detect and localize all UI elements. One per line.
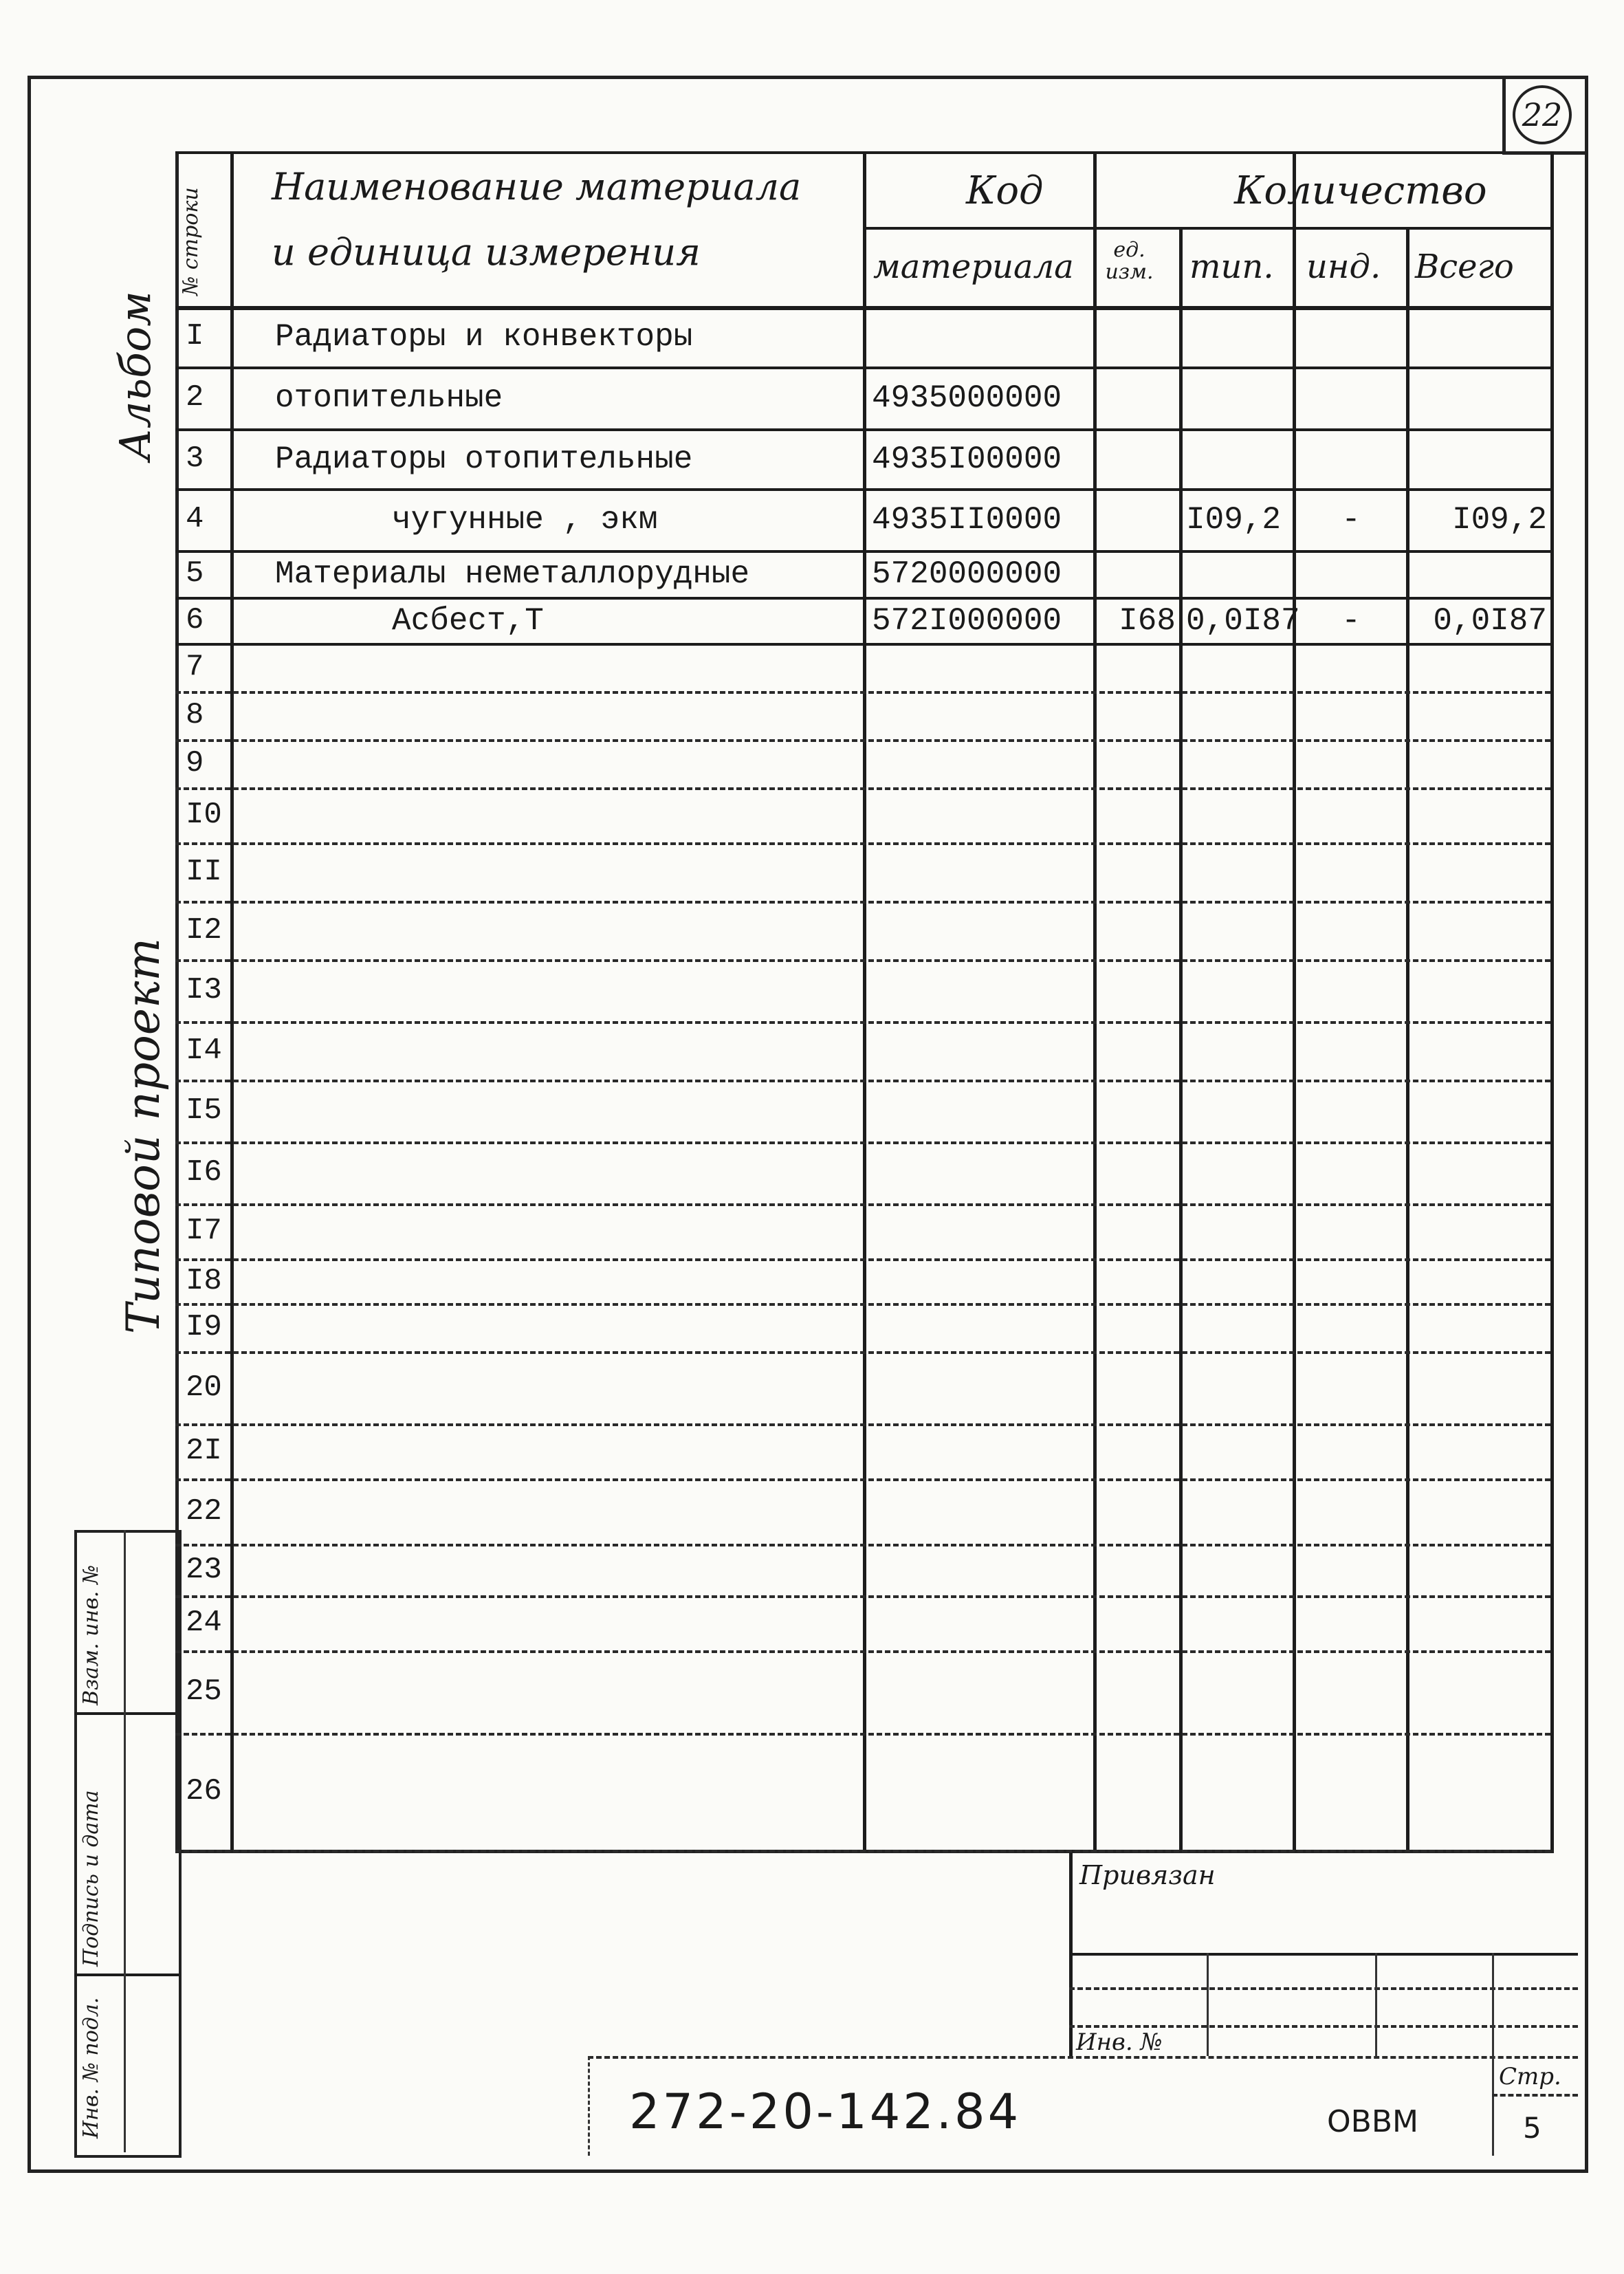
row-number: 2I	[186, 1434, 222, 1468]
row-number: 5	[186, 556, 204, 591]
material-code: 4935II0000	[872, 502, 1062, 538]
row-number: I7	[186, 1214, 222, 1248]
quantity-ind: -	[1341, 602, 1361, 639]
typical-project-caption: Типовой проект	[117, 938, 170, 1334]
sheet-mark-number: 22	[1522, 96, 1563, 133]
row-number: 8	[186, 698, 204, 732]
table-row-line	[175, 550, 1550, 553]
doc-number: 272-20-142.84	[629, 2084, 1022, 2140]
stamp-inv-label: Инв. №	[1076, 2029, 1163, 2056]
stamp-linked-col2	[1375, 1953, 1377, 2056]
stamp-linked-col1	[1207, 1953, 1209, 2056]
row-number: 4	[186, 502, 204, 536]
stamp-replacement-inv: Взам. инв. №	[79, 1564, 103, 1705]
table-row-line	[175, 1478, 1550, 1481]
header-unit-sub: ед. изм.	[1105, 238, 1154, 284]
material-name: чугунные , экм	[392, 502, 658, 538]
table-row-line	[175, 428, 1550, 431]
row-number: I0	[186, 798, 222, 832]
quantity-typ: 0,0I87	[1186, 602, 1300, 639]
table-row-line	[175, 1141, 1550, 1144]
quantity-typ: I09,2	[1186, 502, 1282, 538]
table-row-line	[175, 1021, 1550, 1024]
header-name-line2: и единица измерения	[272, 230, 701, 274]
stamp-sheet-divider	[1492, 2094, 1578, 2097]
stamp-signature-date: Подпись и дата	[79, 1790, 103, 1967]
material-code: 4935000000	[872, 380, 1062, 416]
table-row-line	[175, 842, 1550, 845]
quantity-total: I09,2	[1451, 502, 1547, 538]
row-number: 22	[186, 1494, 222, 1529]
row-number: 20	[186, 1370, 222, 1405]
doc-mark: ОВВМ	[1327, 2104, 1418, 2139]
header-code-sub: материала	[873, 248, 1074, 286]
table-row-line	[175, 1303, 1550, 1306]
material-name: отопительные	[275, 380, 503, 416]
stamp-sheet-left	[1492, 2056, 1494, 2156]
material-code: 4935I00000	[872, 441, 1062, 477]
material-name: Материалы неметаллорудные	[275, 556, 750, 592]
row-number: I9	[186, 1310, 222, 1344]
left-stamp-divider-2	[74, 1974, 179, 1976]
sheet-number: 5	[1523, 2111, 1541, 2145]
row-number: I8	[186, 1263, 222, 1298]
left-stamp-inner-line	[124, 1530, 126, 2152]
row-number: 24	[186, 1606, 222, 1640]
header-code-group: Код	[966, 168, 1044, 213]
table-row-line	[175, 1423, 1550, 1426]
material-name: Радиаторы отопительные	[275, 441, 693, 477]
stamp-linked-row3	[1069, 2025, 1578, 2028]
header-subrow-line	[863, 227, 1550, 230]
stamp-linked-row2	[1069, 1987, 1578, 1990]
sheet-label: Стр.	[1499, 2063, 1561, 2090]
table-row-line	[175, 1080, 1550, 1082]
header-qty-ind: инд.	[1306, 248, 1381, 286]
header-name-line1: Наименование материала	[272, 165, 802, 208]
table-row-line	[175, 643, 1550, 646]
material-code: 5720000000	[872, 556, 1062, 592]
row-number: II	[186, 854, 222, 889]
table-row-line	[175, 787, 1550, 790]
table-row-line	[175, 739, 1550, 742]
table-row-line	[175, 488, 1550, 491]
table-row-line	[175, 1544, 1550, 1546]
table-top-border	[175, 151, 1502, 154]
unit-code: I68	[1119, 602, 1176, 639]
table-row-line	[175, 1258, 1550, 1261]
table-row-line	[175, 691, 1550, 694]
row-number: 2	[186, 380, 204, 415]
table-row-line	[175, 1351, 1550, 1354]
row-number: I6	[186, 1155, 222, 1190]
row-number: I	[186, 319, 204, 353]
table-row-line	[175, 1850, 1550, 1852]
row-number: 3	[186, 441, 204, 476]
stamp-linked-row1	[1069, 1953, 1578, 1956]
row-number: 23	[186, 1552, 222, 1587]
header-quantity-group: Количество	[1234, 168, 1487, 213]
row-number: 9	[186, 746, 204, 780]
left-stamp-divider-1	[74, 1712, 179, 1715]
table-row-line	[175, 1203, 1550, 1206]
material-name: Радиаторы и конвекторы	[275, 319, 693, 355]
table-row-line	[175, 597, 1550, 600]
quantity-ind: -	[1341, 502, 1361, 538]
row-number: 26	[186, 1774, 222, 1808]
row-number: 7	[186, 650, 204, 684]
row-number: I2	[186, 912, 222, 948]
col-ind-line	[1406, 227, 1409, 1850]
table-row-line	[175, 1650, 1550, 1653]
col-unit-line	[1179, 227, 1183, 1850]
table-row-line	[175, 901, 1550, 904]
stamp-original-inv: Инв. № подл.	[79, 1997, 103, 2139]
row-number: I3	[186, 973, 222, 1007]
row-number: I5	[186, 1093, 222, 1128]
stamp-title-left	[588, 2056, 590, 2156]
material-name: Асбест,Т	[392, 602, 544, 639]
stamp-linked-col3	[1492, 1953, 1494, 2056]
album-caption: Альбом	[110, 291, 160, 461]
table-row-line	[175, 1733, 1550, 1736]
header-qty-typ: тип.	[1189, 248, 1274, 286]
table-row-line	[175, 959, 1550, 962]
table-row-line	[175, 367, 1550, 369]
material-code: 572I000000	[872, 602, 1062, 639]
row-number: I4	[186, 1033, 222, 1068]
sheet-mark-circle	[1513, 85, 1572, 144]
quantity-total: 0,0I87	[1433, 602, 1547, 639]
header-row-number: № строки	[179, 187, 203, 296]
row-number: 25	[186, 1674, 222, 1709]
col-right-line	[1550, 151, 1554, 1850]
stamp-linked-label: Привязан	[1079, 1860, 1216, 1890]
header-qty-total: Всего	[1415, 248, 1514, 286]
row-number: 6	[186, 602, 204, 637]
table-row-line	[175, 1595, 1550, 1598]
stamp-title-top	[588, 2056, 1578, 2059]
